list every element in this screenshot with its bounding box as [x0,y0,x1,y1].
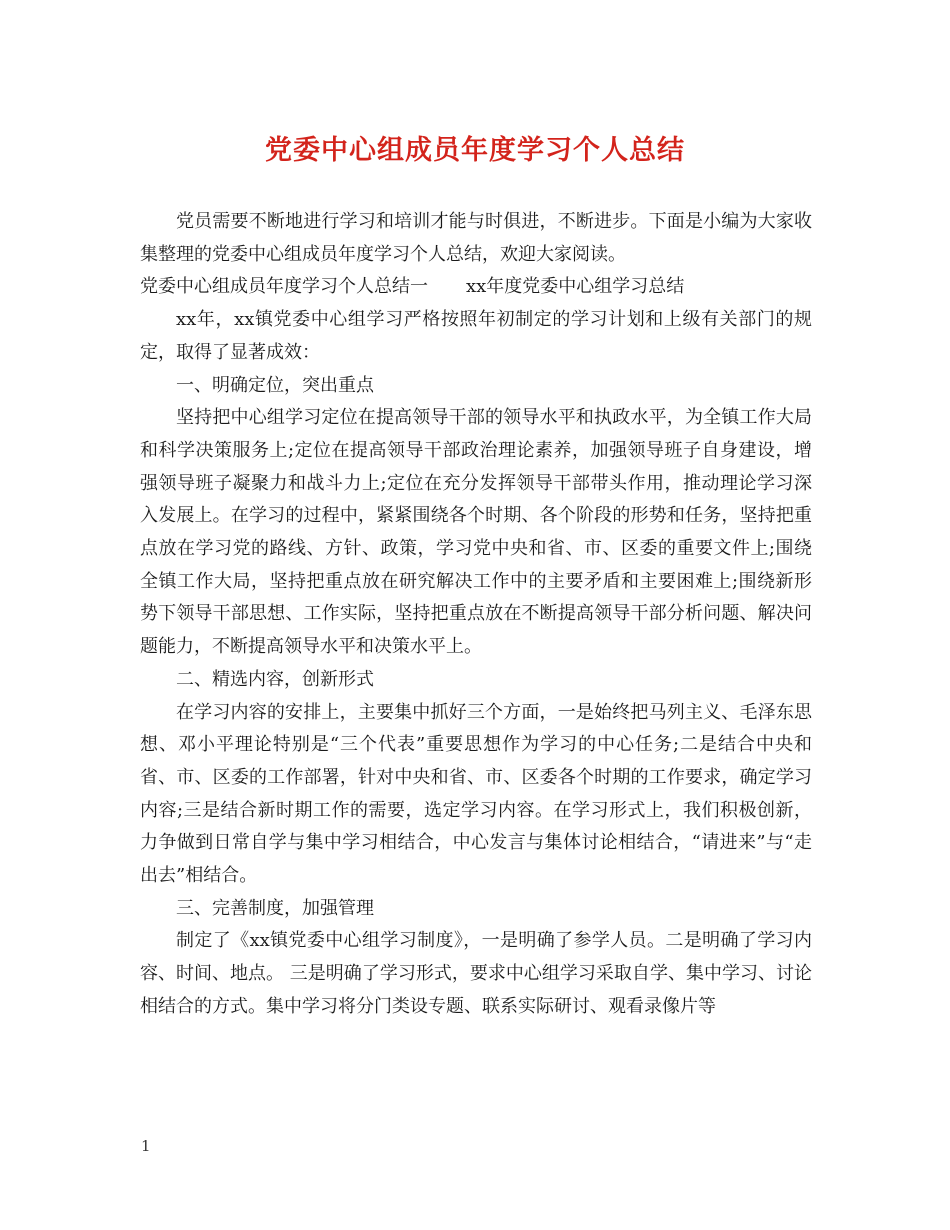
subtitle-gap [428,271,466,304]
section-paragraph-3: 制定了《xx镇党委中心组学习制度》，一是明确了参学人员。二是明确了学习内容、时间、地点。 三是明确了学习形式，要求中心组学习采取自学、集中学习、讨论相结合的方式。集中学习将分门类设专题、联系实际研讨、观看录像片等 [140,930,812,1017]
section-heading-3: 三、完善制度，加强管理 [176,897,374,919]
document-title: 党委中心组成员年度学习个人总结 [265,135,685,166]
section-paragraph-1: 坚持把中心组学习定位在提高领导干部的领导水平和执政水平，为全镇工作大局和科学决策服务上;定位在提高领导干部政治理论素养，加强领导班子自身建设，增强领导班子凝聚力和战斗力上;定位在充分发挥领导干部带头作用，推动理论学习深入发展上。在学习的过程中，紧紧围绕各个时期、各个阶段的形势和任务，坚持把重点放在学习党的路线、方针、政策，学习党中央和省、市、区委的重要文件上;围绕全镇工作大局，坚持把重点放在研究解决工作中的主要矛盾和主要困难上;围绕新形势下领导干部思想、工作实际，坚持把重点放在不断提高领导干部分析问题、解决问题能力，不断提高领导水平和决策水平上。 [140,407,812,658]
intro-paragraph: 党员需要不断地进行学习和培训才能与时俱进，不断进步。下面是小编为大家收集整理的党委中心组成员年度学习个人总结，欢迎大家阅读。 [140,211,812,265]
section-heading-1: 一、明确定位，突出重点 [176,374,374,396]
subtitle-left: 党委中心组成员年度学习个人总结一 [140,276,428,298]
page-number: 1 [141,1137,151,1155]
section-paragraph-2: 在学习内容的安排上，主要集中抓好三个方面，一是始终把马列主义、毛泽东思想、邓小平理论特别是“三个代表”重要思想作为学习的中心任务;二是结合中央和省、市、区委的工作部署，针对中央和省、市、区委各个时期的工作要求，确定学习内容;三是结合新时期工作的需要，选定学习内容。在学习形式上，我们积极创新，力争做到日常自学与集中学习相结合，中心发言与集体讨论相结合，“请进来”与“走出去”相结合。 [140,701,812,887]
document-body [140,206,812,1024]
section-heading-2: 二、精选内容，创新形式 [176,668,374,690]
subtitle-right: xx年度党委中心组学习总结 [466,276,685,298]
subtitle-line [140,271,812,304]
opening-paragraph: xx年，xx镇党委中心组学习严格按照年初制定的学习计划和上级有关部门的规定，取得了显著成效： [140,309,812,363]
